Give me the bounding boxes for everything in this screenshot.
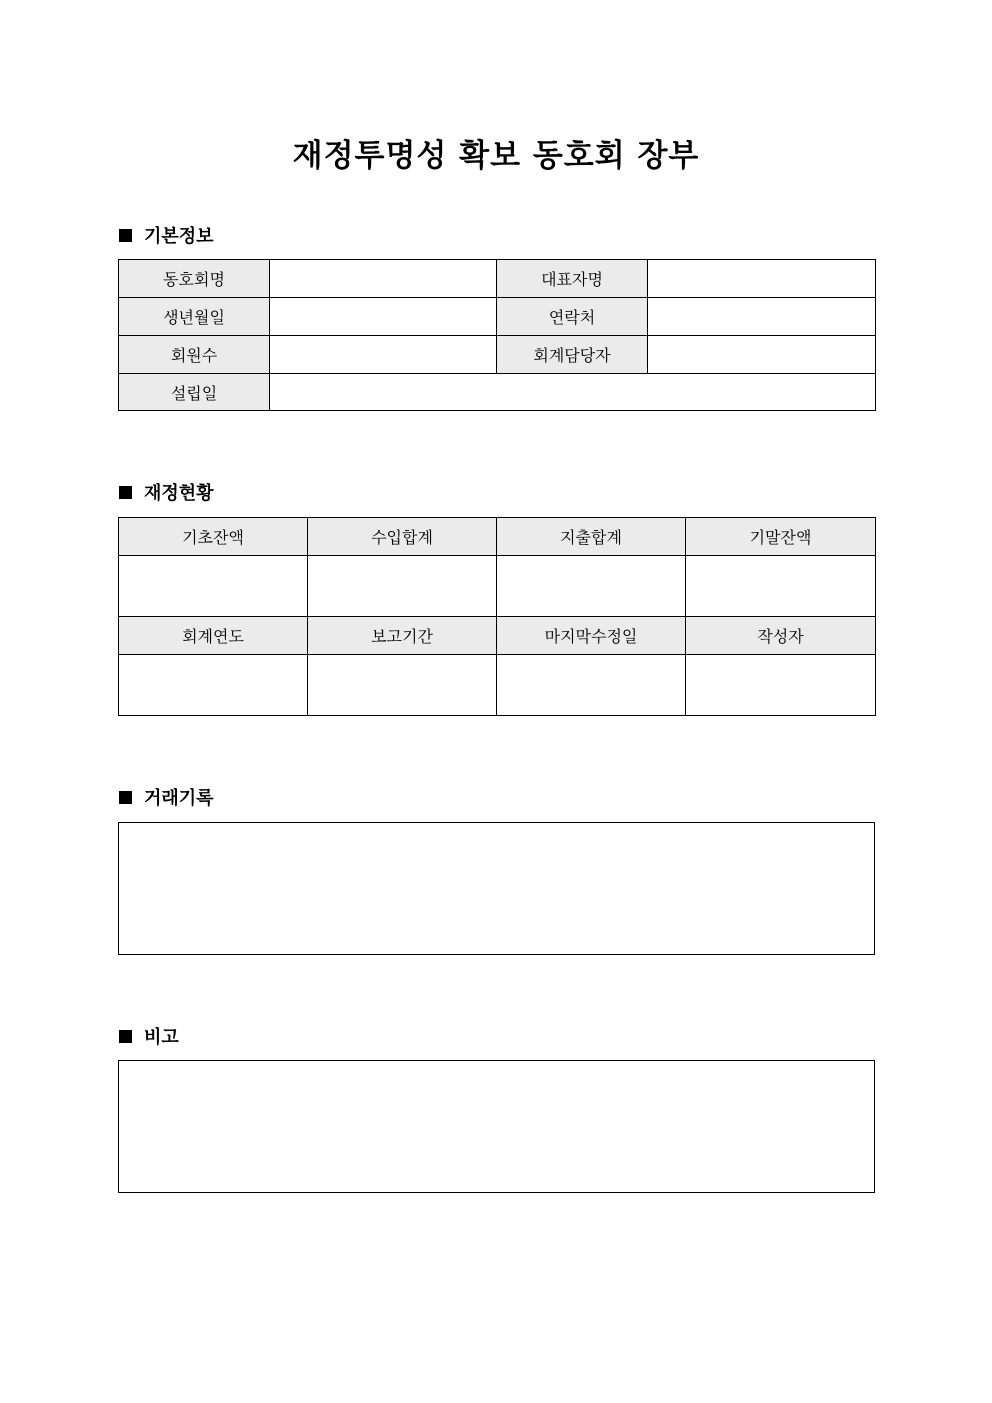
closing-balance-field[interactable] [686,556,876,617]
founded-field[interactable] [270,374,876,411]
founded-label: 설립일 [119,374,270,411]
table-row [119,655,876,716]
accountant-label: 회계담당자 [497,336,648,374]
transactions-box[interactable] [118,822,875,955]
birth-date-field[interactable] [270,298,497,336]
remarks-heading-label: 비고 [144,1027,179,1048]
author-field[interactable] [686,655,876,716]
transactions-heading [119,785,214,809]
closing-balance-label: 기말잔액 [686,518,876,556]
table-row [119,374,876,411]
opening-balance-field[interactable] [119,556,308,617]
table-row [119,298,876,336]
income-total-label: 수입합계 [308,518,497,556]
table-row [119,518,876,556]
income-total-field[interactable] [308,556,497,617]
table-row [119,260,876,298]
transactions-heading-label: 거래기록 [144,788,214,809]
expense-total-label: 지출합계 [497,518,686,556]
member-count-field[interactable] [270,336,497,374]
member-count-label: 회원수 [119,336,270,374]
remarks-box[interactable] [118,1060,875,1193]
fiscal-year-field[interactable] [119,655,308,716]
author-label: 작성자 [686,617,876,655]
club-name-label: 동호회명 [119,260,270,298]
last-modified-label: 마지막수정일 [497,617,686,655]
contact-field[interactable] [648,298,876,336]
finance-heading [119,480,214,504]
finance-heading-label: 재정현황 [144,483,214,504]
remarks-heading [119,1024,179,1048]
square-bullet-icon [119,229,132,242]
rep-name-field[interactable] [648,260,876,298]
contact-label: 연락처 [497,298,648,336]
report-period-field[interactable] [308,655,497,716]
square-bullet-icon [119,1030,132,1043]
rep-name-label: 대표자명 [497,260,648,298]
basic-info-table [118,259,876,411]
table-row [119,556,876,617]
fiscal-year-label: 회계연도 [119,617,308,655]
square-bullet-icon [119,791,132,804]
basic-info-heading-label: 기본정보 [144,226,214,247]
birth-date-label: 생년월일 [119,298,270,336]
table-row [119,336,876,374]
report-period-label: 보고기간 [308,617,497,655]
last-modified-field[interactable] [497,655,686,716]
expense-total-field[interactable] [497,556,686,617]
square-bullet-icon [119,486,132,499]
basic-info-heading [119,223,214,247]
club-name-field[interactable] [270,260,497,298]
opening-balance-label: 기초잔액 [119,518,308,556]
document-title: 재정투명성 확보 동호회 장부 [292,138,700,174]
accountant-field[interactable] [648,336,876,374]
table-row [119,617,876,655]
finance-table [118,517,876,716]
